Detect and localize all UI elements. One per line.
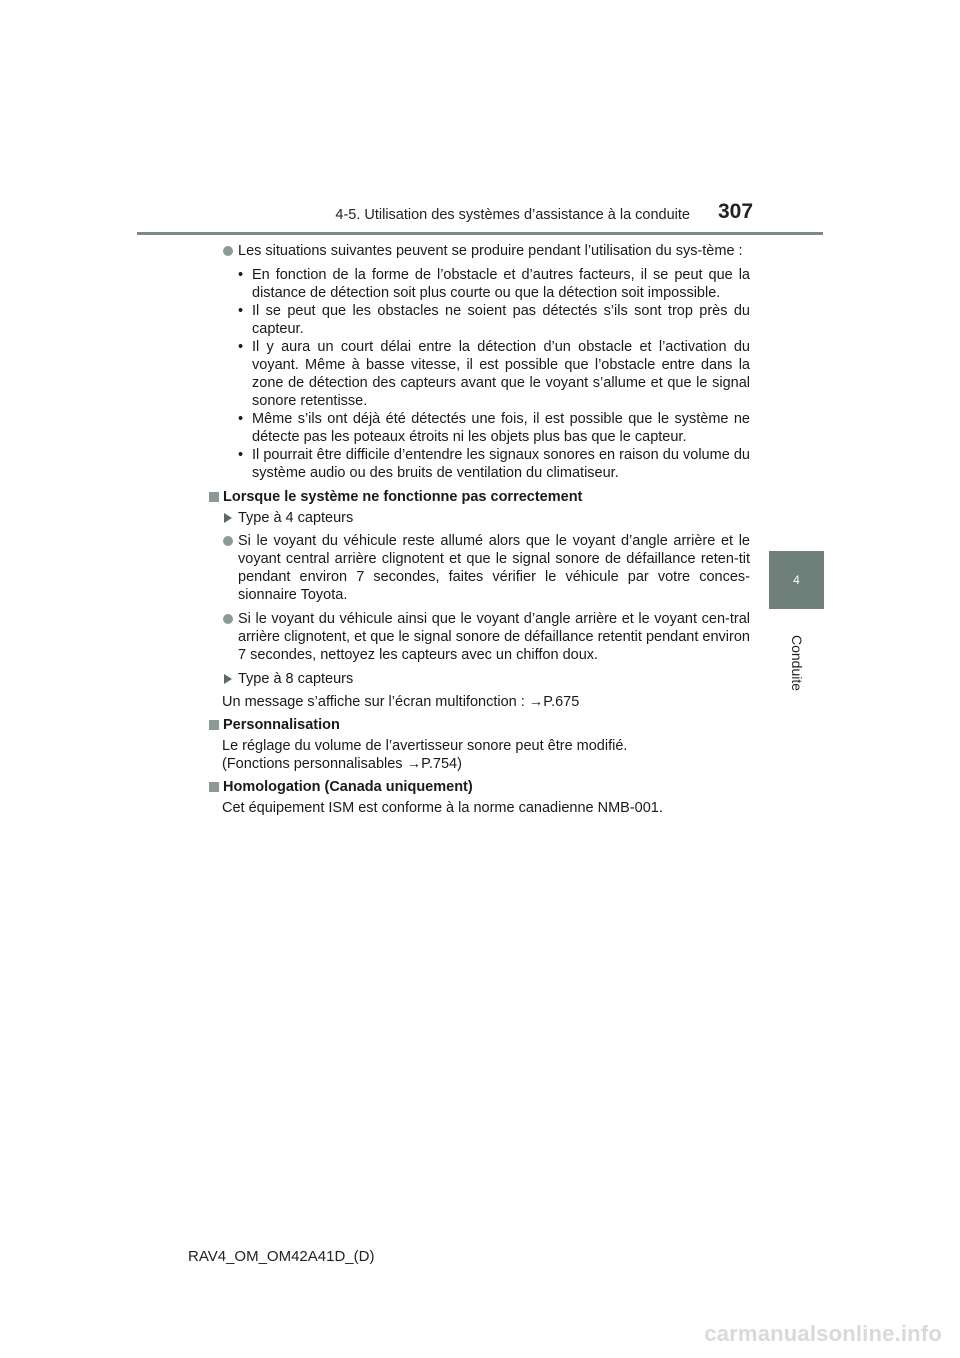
document-code: RAV4_OM_OM42A41D_(D) — [188, 1248, 375, 1265]
list-item: • Il y aura un court délai entre la détection d’un obstacle et l’activation du voyant. Même à basse vitesse, il est possible que l’obstacle entre dans la zone de détection des capteurs avant que le voyant s’allume et que le signal sonore retentisse. — [238, 339, 750, 409]
dot-bullet-icon: • — [238, 411, 244, 427]
chapter-tab[interactable] — [769, 551, 824, 609]
dot-bullet-icon: • — [238, 267, 244, 283]
dot-bullet-icon: • — [238, 303, 244, 319]
page-number: 307 — [718, 200, 754, 223]
malfunction-paragraph-2: Si le voyant du véhicule ainsi que le voyant d’angle arrière et le voyant cen-tral arrière clignotent, et que le signal sonore de défaillance retentit pendant environ 7 secondes, nettoyez les capteurs avec un chiffon doux. — [222, 610, 750, 664]
square-bullet-icon — [209, 782, 219, 792]
header-section-title: 4-5. Utilisation des systèmes d’assistance à la conduite — [335, 207, 690, 223]
dot-bullet-icon: • — [238, 447, 244, 463]
list-item: • Il pourrait être difficile d’entendre les signaux sonores en raison du volume du système audio ou des bruits de ventilation du climatiseur. — [238, 447, 750, 481]
circle-bullet-icon — [223, 614, 233, 624]
watermark: carmanualsonline.info — [704, 1321, 942, 1346]
square-bullet-icon — [209, 492, 219, 502]
homologation-text: Cet équipement ISM est conforme à la norme canadienne NMB-001. — [222, 800, 663, 816]
customization-reference[interactable]: (Fonctions personnalisables →P.754) — [222, 756, 462, 772]
list-item: • Même s’ils ont déjà été détectés une fois, il est possible que le système ne détecte pas les poteaux étroits ni les objets plus bas que le capteur. — [238, 411, 750, 445]
type-4-sensors: Type à 4 capteurs — [222, 509, 750, 527]
type-8-sensors: Type à 8 capteurs — [222, 670, 750, 688]
header-rule — [137, 232, 823, 235]
intro-list — [222, 266, 750, 482]
intro-paragraph — [222, 242, 750, 260]
triangle-right-icon — [224, 513, 232, 523]
triangle-right-icon — [224, 674, 232, 684]
list-item: • Il se peut que les obstacles ne soient pas détectés s’ils sont trop près du capteur. — [238, 303, 750, 337]
square-bullet-icon — [209, 720, 219, 730]
page-content — [222, 242, 750, 822]
section-heading-customization: Personnalisation — [207, 716, 750, 734]
section-heading-malfunction: Lorsque le système ne fonctionne pas correctement — [207, 488, 750, 506]
circle-bullet-icon — [223, 246, 233, 256]
customization-text — [222, 737, 750, 773]
malfunction-paragraph-1: Si le voyant du véhicule reste allumé alors que le voyant d’angle arrière et le voyant central arrière clignotent et que le signal sonore de défaillance reten-tit pendant environ 7 secondes, faites vérifier le véhicule par votre conces-sionnaire Toyota. — [222, 532, 750, 604]
chapter-label: Conduite — [789, 634, 805, 692]
customization-line-1: Le réglage du volume de l’avertisseur sonore peut être modifié. — [222, 738, 628, 754]
dot-bullet-icon: • — [238, 339, 244, 355]
circle-bullet-icon — [223, 536, 233, 546]
list-item: • En fonction de la forme de l’obstacle et d’autres facteurs, il se peut que la distance de détection soit plus courte ou que la détection soit impossible. — [238, 267, 750, 301]
section-heading-homologation: Homologation (Canada uniquement) — [207, 778, 750, 796]
intro-text: Les situations suivantes peuvent se produire pendant l’utilisation du sys-tème : — [238, 243, 743, 259]
multifunction-message-reference[interactable]: Un message s’affiche sur l’écran multifonction : →P.675 — [222, 694, 580, 710]
chapter-number: 4 — [793, 573, 800, 587]
